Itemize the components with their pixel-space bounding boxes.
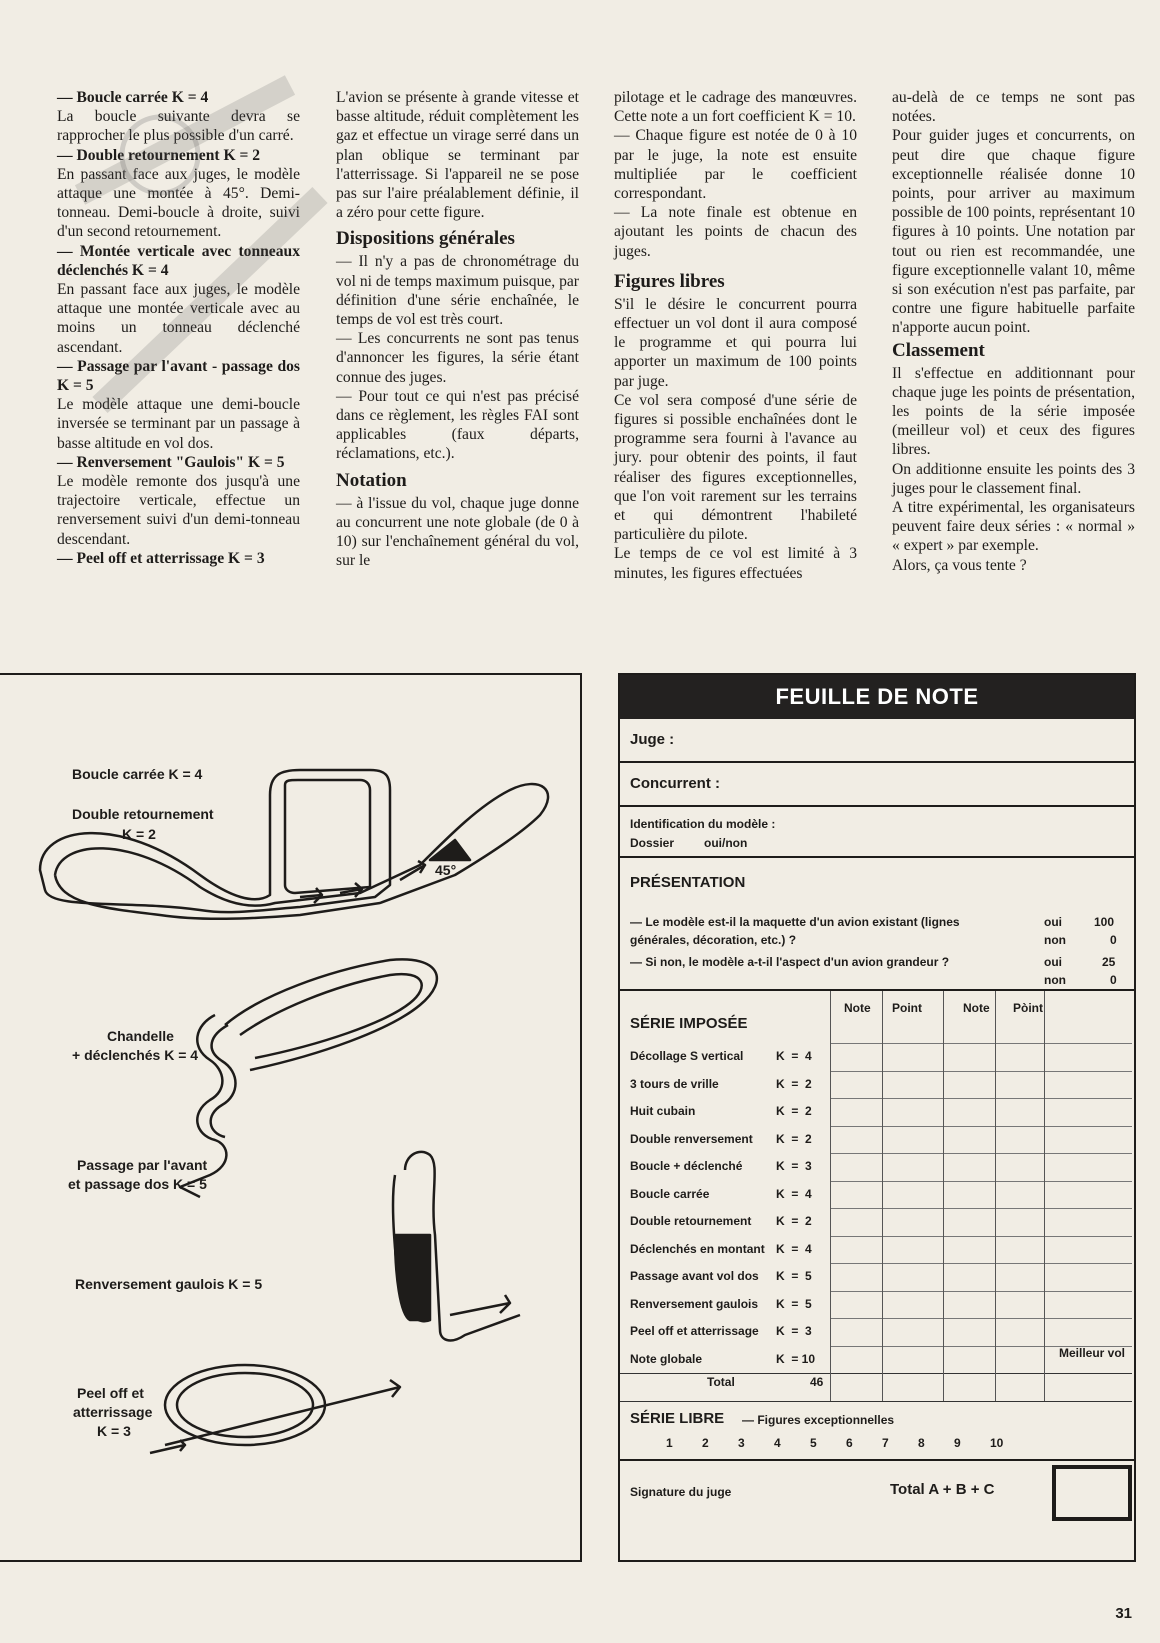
heading-classement: Classement — [892, 339, 985, 361]
signature-section — [620, 1461, 1134, 1533]
meilleur-vol-label: Meilleur vol — [1059, 1346, 1126, 1360]
figure-row-name: Peel off et atterrissage — [630, 1324, 759, 1338]
identification-label: Identification du modèle : — [630, 817, 776, 831]
total-value: 46 — [810, 1375, 824, 1389]
figure-row-name: Décollage S vertical — [630, 1049, 744, 1063]
score-cell[interactable] — [996, 1237, 1043, 1263]
figure-heading: — Passage par l'avant - passage dos K = 5 — [57, 357, 300, 395]
heading-figures-libres: Figures libres — [614, 270, 725, 292]
dossier-label: Dossier — [630, 836, 675, 850]
figure-row-name: Huit cubain — [630, 1104, 696, 1118]
figure-row-name: Renversement gaulois — [630, 1296, 759, 1311]
figure-row-coefficient: K = 5 — [776, 1269, 812, 1283]
score-cell[interactable] — [996, 1154, 1043, 1180]
total-abc-box[interactable] — [1052, 1465, 1132, 1521]
figure-row-name: Déclenchés en montant — [630, 1241, 765, 1256]
col2-para-4: — à l'issue du vol, chaque juge donne au concurrent une note globale (de 0 à 10) sur l'enchaînement général du vol, sur le — [336, 494, 579, 570]
serie-imposee-section — [620, 991, 1134, 1461]
figure-libre-number[interactable]: 10 — [990, 1436, 1004, 1450]
col3-para-6: Le temps de ce vol est limité à 3 minutes, les figures effectuées — [614, 545, 857, 582]
score-cell[interactable] — [831, 1237, 881, 1263]
label-double-retournement-k: K = 2 — [122, 826, 156, 842]
score-cell[interactable] — [883, 1237, 942, 1263]
score-cell[interactable] — [944, 1044, 994, 1070]
score-cell[interactable] — [831, 1099, 881, 1125]
figure-row-coefficient: K = 3 — [776, 1159, 812, 1173]
score-cell[interactable] — [831, 1209, 881, 1235]
score-cell[interactable] — [996, 1044, 1043, 1070]
figure-description: La boucle suivante devra se rapprocher le plus possible d'un carré. — [57, 108, 300, 145]
heading-notation: Notation — [336, 469, 407, 491]
figure-row-name: Double renversement — [630, 1131, 753, 1146]
score-cell[interactable] — [831, 1127, 881, 1153]
col3-para-5: Ce vol sera composé d'une série de figures si possible enchaînées dont le programme sera fourni à l'avance au jury. pour obtenir des points, il faut réaliser des figures exceptionnelles, que l'on voit rarement sur les terrains et qui démontrent l'habileté particulière du pilote. — [614, 391, 857, 544]
score-cell[interactable] — [883, 1292, 942, 1318]
figure-libre-number[interactable]: 3 — [738, 1436, 745, 1450]
score-cell[interactable] — [831, 1319, 881, 1345]
figure-row-name: 3 tours de vrille — [630, 1076, 719, 1091]
figure-row-coefficient: K = 2 — [776, 1104, 812, 1118]
question-2: — Si non, le modèle a-t-il l'aspect d'un avion grandeur ? — [630, 955, 950, 969]
figure-description: En passant face aux juges, le modèle attaque une montée à 45°. Demi-tonneau. Demi-boucle à droite, suivi d'un second retournement. — [57, 165, 300, 241]
score-cell[interactable] — [831, 1182, 881, 1208]
col3-para-4: S'il le désire le concurrent pourra effectuer un vol dont il aura composé le programme et qui pourra lui apporter un maximum de 100 points par juge. — [614, 295, 857, 390]
score-cell[interactable] — [996, 1209, 1043, 1235]
score-cell[interactable] — [996, 1127, 1043, 1153]
concurrent-row[interactable] — [620, 763, 1134, 807]
question-1a: — Le modèle est-il la maquette d'un avion existant (lignes — [630, 915, 960, 929]
figure-heading: — Peel off et atterrissage K = 3 — [57, 549, 265, 567]
figure-libre-number[interactable]: 7 — [882, 1436, 889, 1450]
grid-line — [620, 1401, 1132, 1402]
col3-para-1: pilotage et le cadrage des manœuvres. Cette note a un fort coefficient K = 10. — [614, 89, 857, 126]
figure-heading: — Montée verticale avec tonneaux déclenchés K = 4 — [57, 242, 300, 279]
figure-description: Le modèle attaque une demi-boucle inversée se terminant par un passage à basse altitude en vol dos. — [57, 396, 300, 452]
score-cell[interactable] — [996, 1182, 1043, 1208]
score-cell[interactable] — [944, 1209, 994, 1235]
text-column-1 — [57, 88, 300, 568]
score-cell[interactable] — [996, 1099, 1043, 1125]
label-atterrissage: atterrissage — [73, 1404, 153, 1420]
total-label: Total — [707, 1375, 735, 1389]
text-column-4 — [892, 88, 1135, 575]
score-cell[interactable] — [831, 1072, 881, 1098]
figure-row-coefficient: K = 2 — [776, 1214, 812, 1228]
score-cell[interactable] — [944, 1347, 994, 1373]
label-boucle-carree: Boucle carrée K = 4 — [72, 766, 203, 782]
dossier-ouinon[interactable]: oui/non — [704, 836, 748, 850]
figure-row-name: Passage avant vol dos — [630, 1269, 759, 1283]
score-cell[interactable] — [996, 1072, 1043, 1098]
figure-row-name: Double retournement — [630, 1214, 752, 1228]
score-cell[interactable] — [944, 1182, 994, 1208]
figure-libre-number[interactable]: 2 — [702, 1436, 709, 1450]
score-cell[interactable] — [883, 1182, 942, 1208]
text-column-3 — [614, 88, 857, 583]
header-point-1: Point — [892, 1001, 922, 1015]
score-cell[interactable] — [883, 1154, 942, 1180]
q2-non-points: 0 — [1110, 973, 1117, 987]
score-cell[interactable] — [944, 1264, 994, 1290]
score-cell[interactable] — [883, 1264, 942, 1290]
figure-libre-number[interactable]: 1 — [666, 1436, 673, 1450]
serie-libre-sub: — Figures exceptionnelles — [742, 1413, 895, 1427]
figure-description: En passant face aux juges, le modèle attaque une montée verticale avec au moins un tonneau déclenché ascendant. — [57, 281, 300, 356]
label-double-retournement: Double retournement — [72, 806, 214, 822]
heading-dispositions: Dispositions générales — [336, 228, 515, 250]
text-column-2 — [336, 88, 579, 570]
figure-heading: — Boucle carrée K = 4 — [57, 89, 209, 106]
total-abc-label: Total A + B + C — [890, 1481, 995, 1498]
grid-column-line — [1044, 991, 1045, 1401]
score-cell[interactable] — [831, 1154, 881, 1180]
score-cell[interactable] — [944, 1237, 994, 1263]
col2-para-2: — Les concurrents ne sont pas tenus d'annoncer les figures, la série étant connue des juges. — [336, 330, 579, 386]
score-cell[interactable] — [883, 1209, 942, 1235]
score-cell[interactable] — [883, 1099, 942, 1125]
q1-oui[interactable]: oui — [1044, 915, 1062, 929]
figure-libre-number[interactable]: 8 — [918, 1436, 925, 1450]
q2-oui-points: 25 — [1102, 955, 1116, 969]
q1-oui-points: 100 — [1094, 915, 1115, 929]
header-note-1: Note — [844, 1001, 871, 1015]
score-cell[interactable] — [996, 1292, 1043, 1318]
figure-libre-number[interactable]: 5 — [810, 1436, 817, 1450]
col4-para-2: Pour guider juges et concurrents, on peut dire que chaque figure exceptionnelle réalisée donne 10 points, pour arriver au maximum possible de 100 points, représentant 10 figures à 10 points. Une notation par tout ou rien est recommandée, une figure exceptionnelle valant 10, même si son exécution n'est pas parfaite, par contre une figure habituelle parfaite n'apporte aucun point. — [892, 127, 1135, 337]
header-note-2: Note — [963, 1001, 990, 1015]
figure-row-coefficient: K = 10 — [776, 1351, 816, 1366]
label-chandelle: Chandelle — [107, 1028, 174, 1044]
q1-non[interactable]: non — [1044, 933, 1066, 947]
score-cell[interactable] — [944, 1292, 994, 1318]
figure-row-coefficient: K = 2 — [776, 1076, 812, 1091]
col2-intro: L'avion se présente à grande vitesse et basse altitude, réduit complètement les gaz et effectue un virage serré dans un plan oblique se terminant par l'atterrissage. Si l'appareil ne se pose pas sur l'aire préalablement définie, il a zéro pour cette figure. — [336, 89, 579, 222]
label-peel-off-k: K = 3 — [97, 1423, 131, 1439]
score-cell[interactable] — [831, 1264, 881, 1290]
score-cell[interactable] — [996, 1319, 1043, 1345]
col3-para-2: — Chaque figure est notée de 0 à 10 par le juge, la note est ensuite multipliée par le coefficient correspondant. — [614, 127, 857, 203]
col2-para-1: — Il n'y a pas de chronométrage du vol ni de temps maximum puisque, par définition d'une série enchaînée, le temps de vol est très court. — [336, 253, 579, 329]
concurrent-label: Concurrent : — [630, 775, 720, 792]
question-1b: générales, décoration, etc.) ? — [630, 933, 797, 947]
juge-label: Juge : — [630, 731, 675, 748]
figure-heading: — Double retournement K = 2 — [57, 146, 261, 164]
score-cell[interactable] — [883, 1347, 942, 1373]
score-cell[interactable] — [883, 1319, 942, 1345]
angle-label: 45° — [435, 862, 457, 878]
presentation-section — [620, 858, 1134, 991]
q1-non-points: 0 — [1110, 933, 1117, 947]
col4-para-6: Alors, ça vous tente ? — [892, 556, 1027, 574]
presentation-heading: PRÉSENTATION — [630, 874, 746, 891]
score-cell[interactable] — [831, 1292, 881, 1318]
score-cell[interactable] — [831, 1347, 881, 1373]
score-cell[interactable] — [883, 1044, 942, 1070]
figure-row-name: Boucle carrée — [630, 1186, 710, 1201]
figure-libre-number[interactable]: 6 — [846, 1436, 853, 1450]
q2-non[interactable]: non — [1044, 973, 1066, 987]
figure-row-coefficient: K = 4 — [776, 1241, 812, 1256]
score-cell[interactable] — [944, 1072, 994, 1098]
score-sheet — [618, 673, 1136, 1562]
score-cell[interactable] — [944, 1154, 994, 1180]
label-passage-avant: Passage par l'avant — [77, 1157, 208, 1173]
page-number: 31 — [1115, 1605, 1132, 1622]
label-renversement-gaulois: Renversement gaulois K = 5 — [75, 1276, 263, 1292]
figure-libre-number[interactable]: 4 — [774, 1436, 781, 1450]
figure-row-coefficient: K = 2 — [776, 1131, 812, 1146]
figure-libre-number[interactable]: 9 — [954, 1436, 961, 1450]
figure-heading: — Renversement "Gaulois" K = 5 — [57, 453, 285, 471]
figure-row-coefficient: K = 3 — [776, 1324, 812, 1338]
score-cell[interactable] — [996, 1264, 1043, 1290]
figure-row-name: Boucle + déclenché — [630, 1159, 743, 1173]
score-cell[interactable] — [883, 1072, 942, 1098]
label-passage-dos: et passage dos K = 5 — [68, 1176, 207, 1192]
figure-row-coefficient: K = 4 — [776, 1049, 812, 1063]
serie-libre-heading: SÉRIE LIBRE — [630, 1410, 725, 1427]
label-chandelle-k: + déclenchés K = 4 — [72, 1047, 199, 1063]
col4-para-4: On additionne ensuite les points des 3 juges pour le classement final. — [892, 460, 1135, 497]
figure-description: Le modèle remonte dos jusqu'à une trajectoire verticale, effectue un renversement suivi d'un demi-tonneau descendant. — [57, 473, 300, 548]
q2-oui[interactable]: oui — [1044, 955, 1062, 969]
juge-row[interactable] — [620, 719, 1134, 763]
grid-line — [620, 1373, 1132, 1374]
signature-label: Signature du juge — [630, 1485, 732, 1499]
serie-imposee-heading: SÉRIE IMPOSÉE — [630, 1015, 748, 1032]
col4-para-1: au-delà de ce temps ne sont pas notées. — [892, 89, 1135, 126]
figures-diagram — [0, 673, 582, 1562]
col3-para-3: — La note finale est obtenue en ajoutant les points de chacun des juges. — [614, 204, 857, 260]
score-cell[interactable] — [944, 1127, 994, 1153]
label-peel-off: Peel off et — [77, 1385, 144, 1401]
figure-row-coefficient: K = 5 — [776, 1296, 812, 1311]
score-cell[interactable] — [996, 1347, 1043, 1373]
score-cell[interactable] — [944, 1319, 994, 1345]
col4-para-5: A titre expérimental, les organisateurs peuvent faire deux séries : « normal » « expert » par exemple. — [892, 499, 1135, 555]
identification-row — [620, 807, 1134, 858]
col2-para-3: — Pour tout ce qui n'est pas précisé dans ce règlement, les règles FAI sont applicables (faux départs, réclamations, etc.). — [336, 387, 579, 463]
col4-para-3: Il s'effectue en additionnant pour chaque juge les points de présentation, les points de la série imposée (meilleur vol) et ceux des figures libres. — [892, 364, 1135, 459]
header-point-2: Pòint — [1013, 1001, 1043, 1015]
score-cell[interactable] — [831, 1044, 881, 1070]
score-cell[interactable] — [883, 1127, 942, 1153]
sheet-title: FEUILLE DE NOTE — [620, 675, 1134, 719]
figure-row-name: Note globale — [630, 1351, 703, 1366]
score-cell[interactable] — [944, 1099, 994, 1125]
figure-row-coefficient: K = 4 — [776, 1186, 812, 1201]
